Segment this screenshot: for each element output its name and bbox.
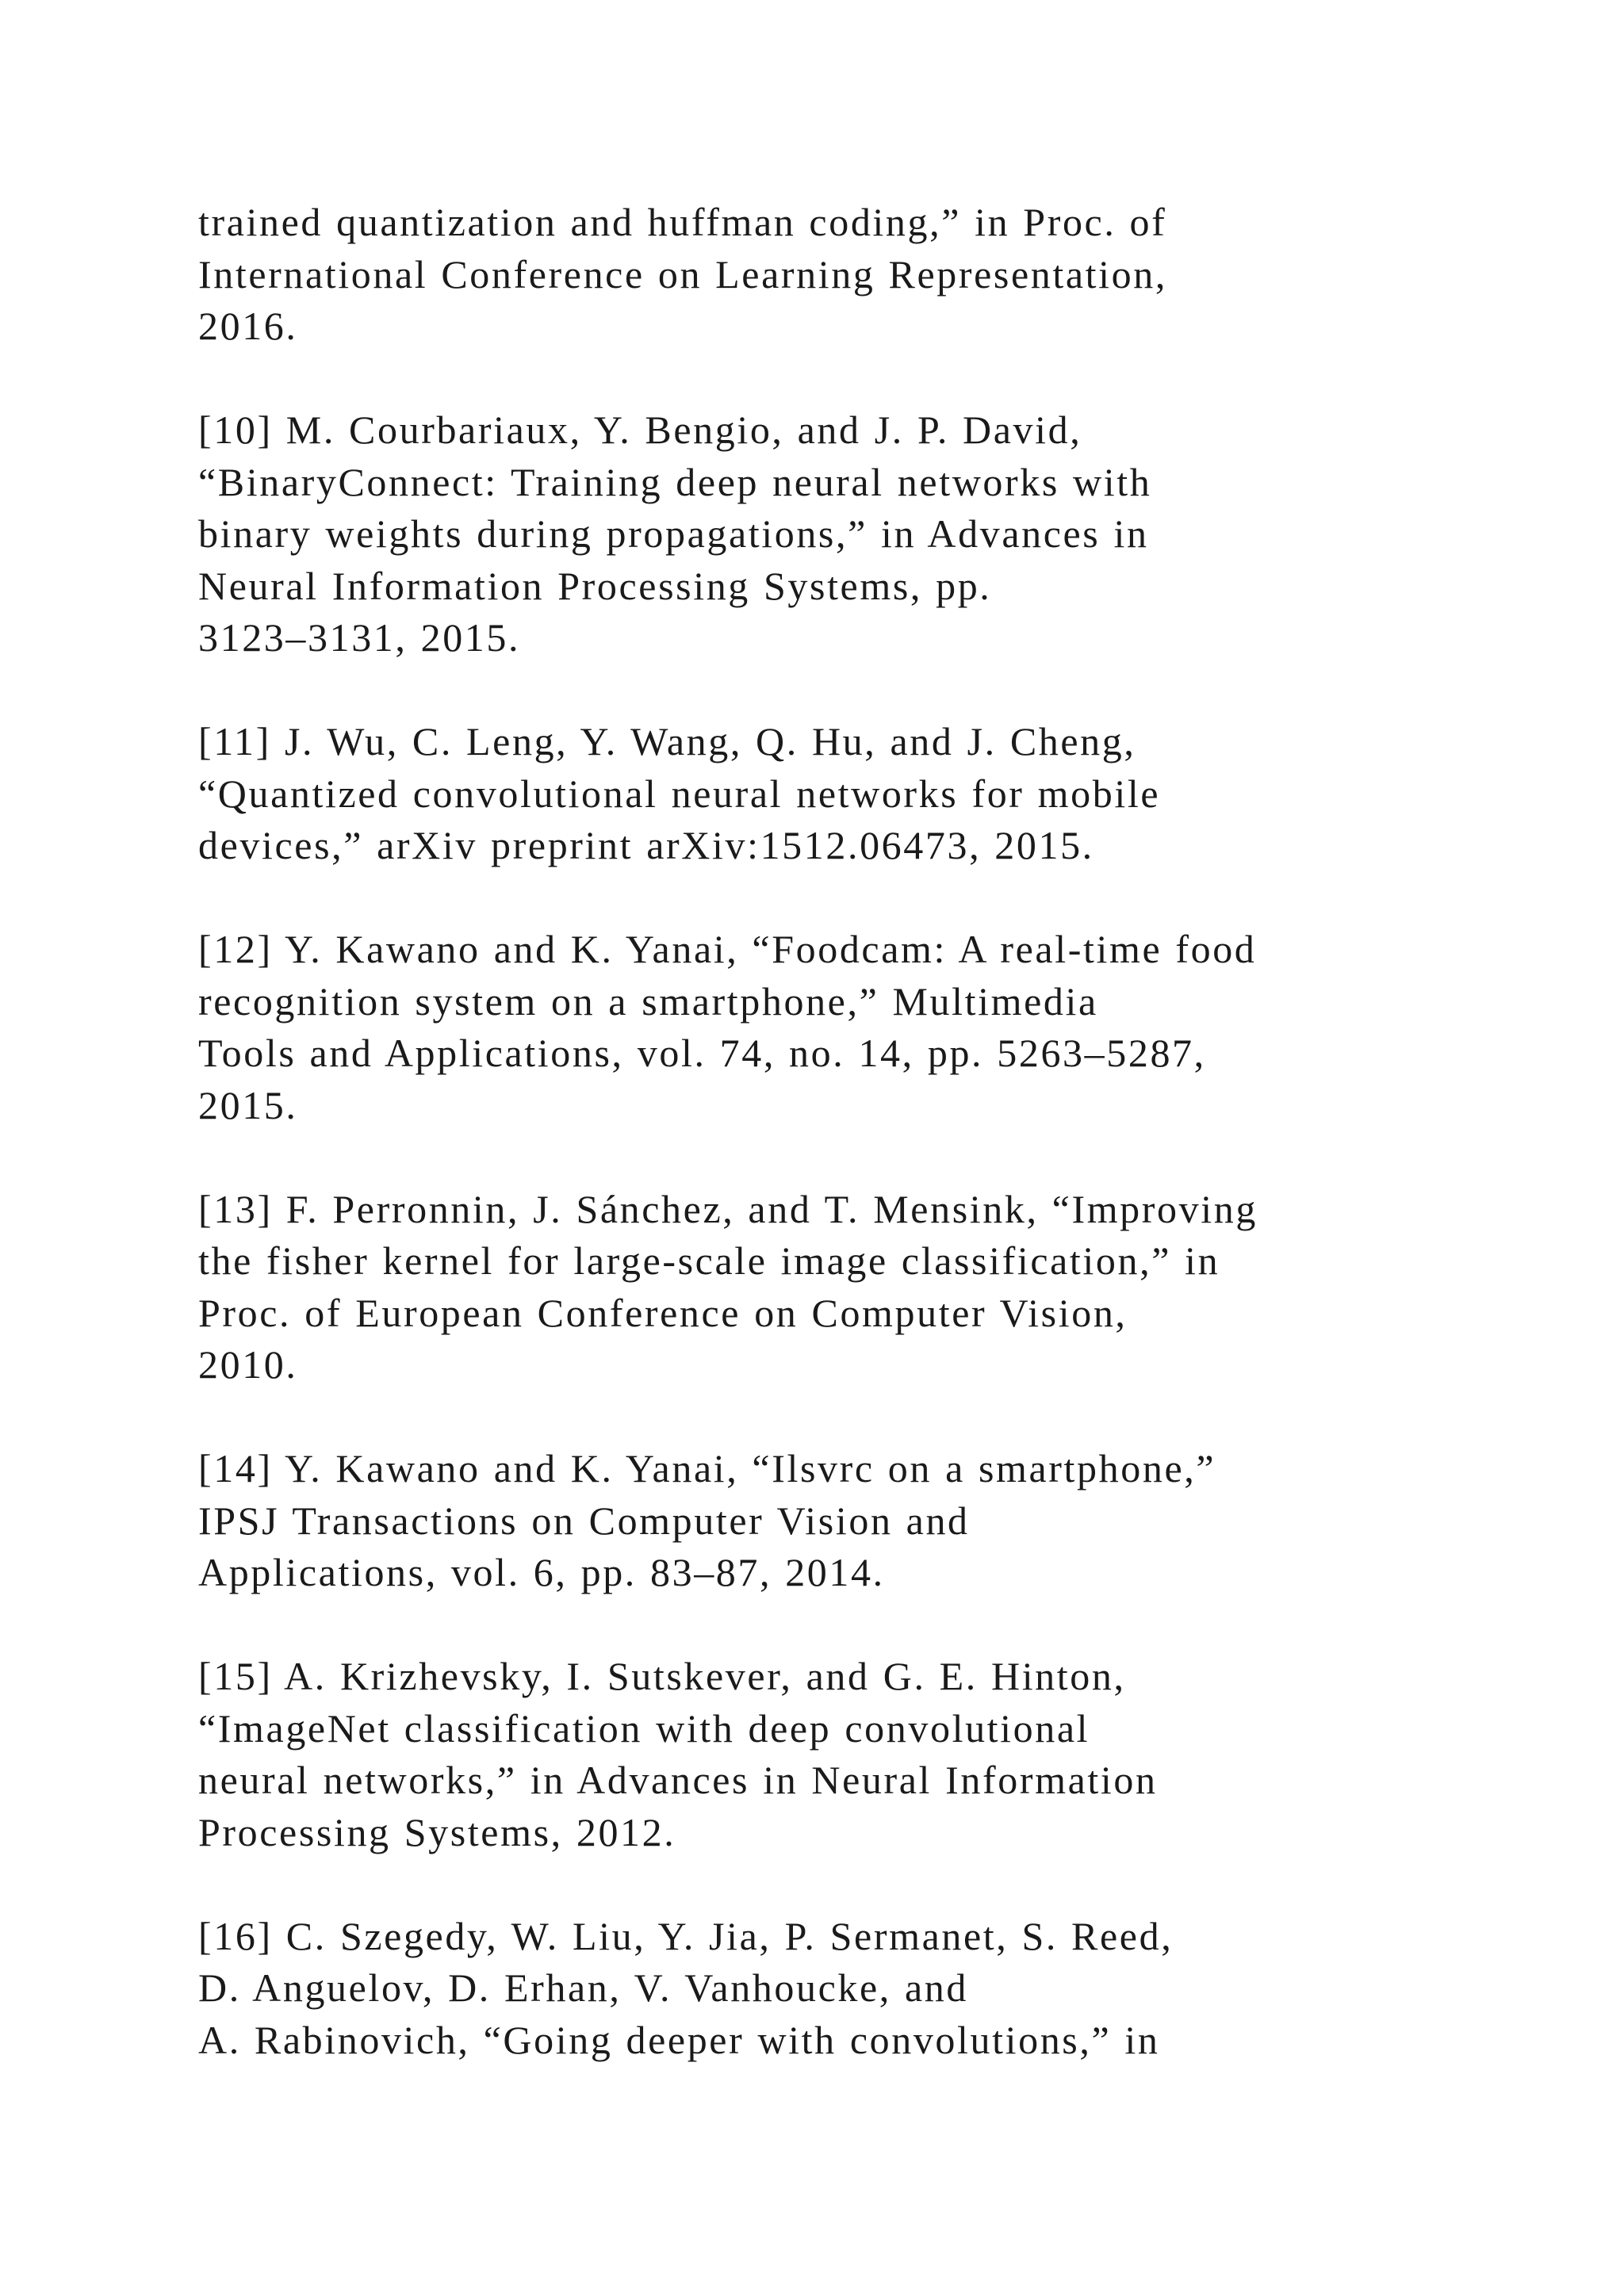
reference-line: binary weights during propagations,” in Advances in (198, 511, 1149, 556)
reference-line: Processing Systems, 2012. (198, 1809, 676, 1854)
reference-line: 2015. (198, 1082, 298, 1127)
reference-line: Neural Information Processing Systems, pp. (198, 563, 992, 608)
reference-line: Tools and Applications, vol. 74, no. 14, pp. 5263–5287, (198, 1031, 1206, 1075)
reference-item-14 (198, 1443, 1562, 1599)
reference-line: D. Anguelov, D. Erhan, V. Vanhoucke, and (198, 1965, 968, 2010)
reference-line: trained quantization and huffman coding,” in Proc. of (198, 200, 1167, 244)
reference-line: 3123–3131, 2015. (198, 615, 521, 660)
reference-item-12 (198, 924, 1562, 1131)
reference-line: recognition system on a smartphone,” Multimedia (198, 978, 1098, 1024)
reference-line: International Conference on Learning Representation, (198, 251, 1167, 297)
reference-line: neural networks,” in Advances in Neural Information (198, 1758, 1158, 1802)
reference-line: [15] A. Krizhevsky, I. Sutskever, and G. E. Hinton, (198, 1654, 1126, 1698)
reference-line: “ImageNet classification with deep convolutional (198, 1705, 1090, 1751)
reference-line: [14] Y. Kawano and K. Yanai, “Ilsvrc on a smartphone,” (198, 1446, 1216, 1490)
reference-line: “BinaryConnect: Training deep neural networks with (198, 459, 1152, 504)
reference-item-10 (198, 404, 1562, 664)
reference-line: [11] J. Wu, C. Leng, Y. Wang, Q. Hu, and J. Cheng, (198, 719, 1136, 763)
reference-item-11 (198, 716, 1562, 872)
reference-line: [16] C. Szegedy, W. Liu, Y. Jia, P. Sermanet, S. Reed, (198, 1913, 1174, 1958)
reference-line: Applications, vol. 6, pp. 83–87, 2014. (198, 1550, 885, 1594)
reference-item-16 (198, 1911, 1562, 2067)
reference-line: devices,” arXiv preprint arXiv:1512.06473, 2015. (198, 823, 1094, 867)
reference-line: “Quantized convolutional neural networks for mobile (198, 771, 1161, 816)
reference-line: 2016. (198, 304, 298, 348)
reference-line: A. Rabinovich, “Going deeper with convolutions,” in (198, 2017, 1160, 2062)
reference-line: [13] F. Perronnin, J. Sánchez, and T. Mensink, “Improving (198, 1186, 1258, 1231)
reference-line: IPSJ Transactions on Computer Vision and (198, 1498, 970, 1543)
reference-item-13 (198, 1184, 1562, 1391)
reference-item-15 (198, 1651, 1562, 1858)
reference-item-9-continuation (198, 197, 1562, 353)
reference-line: [10] M. Courbariaux, Y. Bengio, and J. P. David, (198, 408, 1082, 452)
reference-line: [12] Y. Kawano and K. Yanai, “Foodcam: A real-time food (198, 927, 1257, 971)
reference-list (198, 197, 1562, 2118)
reference-line: 2010. (198, 1342, 298, 1387)
reference-line: Proc. of European Conference on Computer Vision, (198, 1290, 1128, 1335)
reference-line: the fisher kernel for large-scale image classification,” in (198, 1238, 1220, 1283)
